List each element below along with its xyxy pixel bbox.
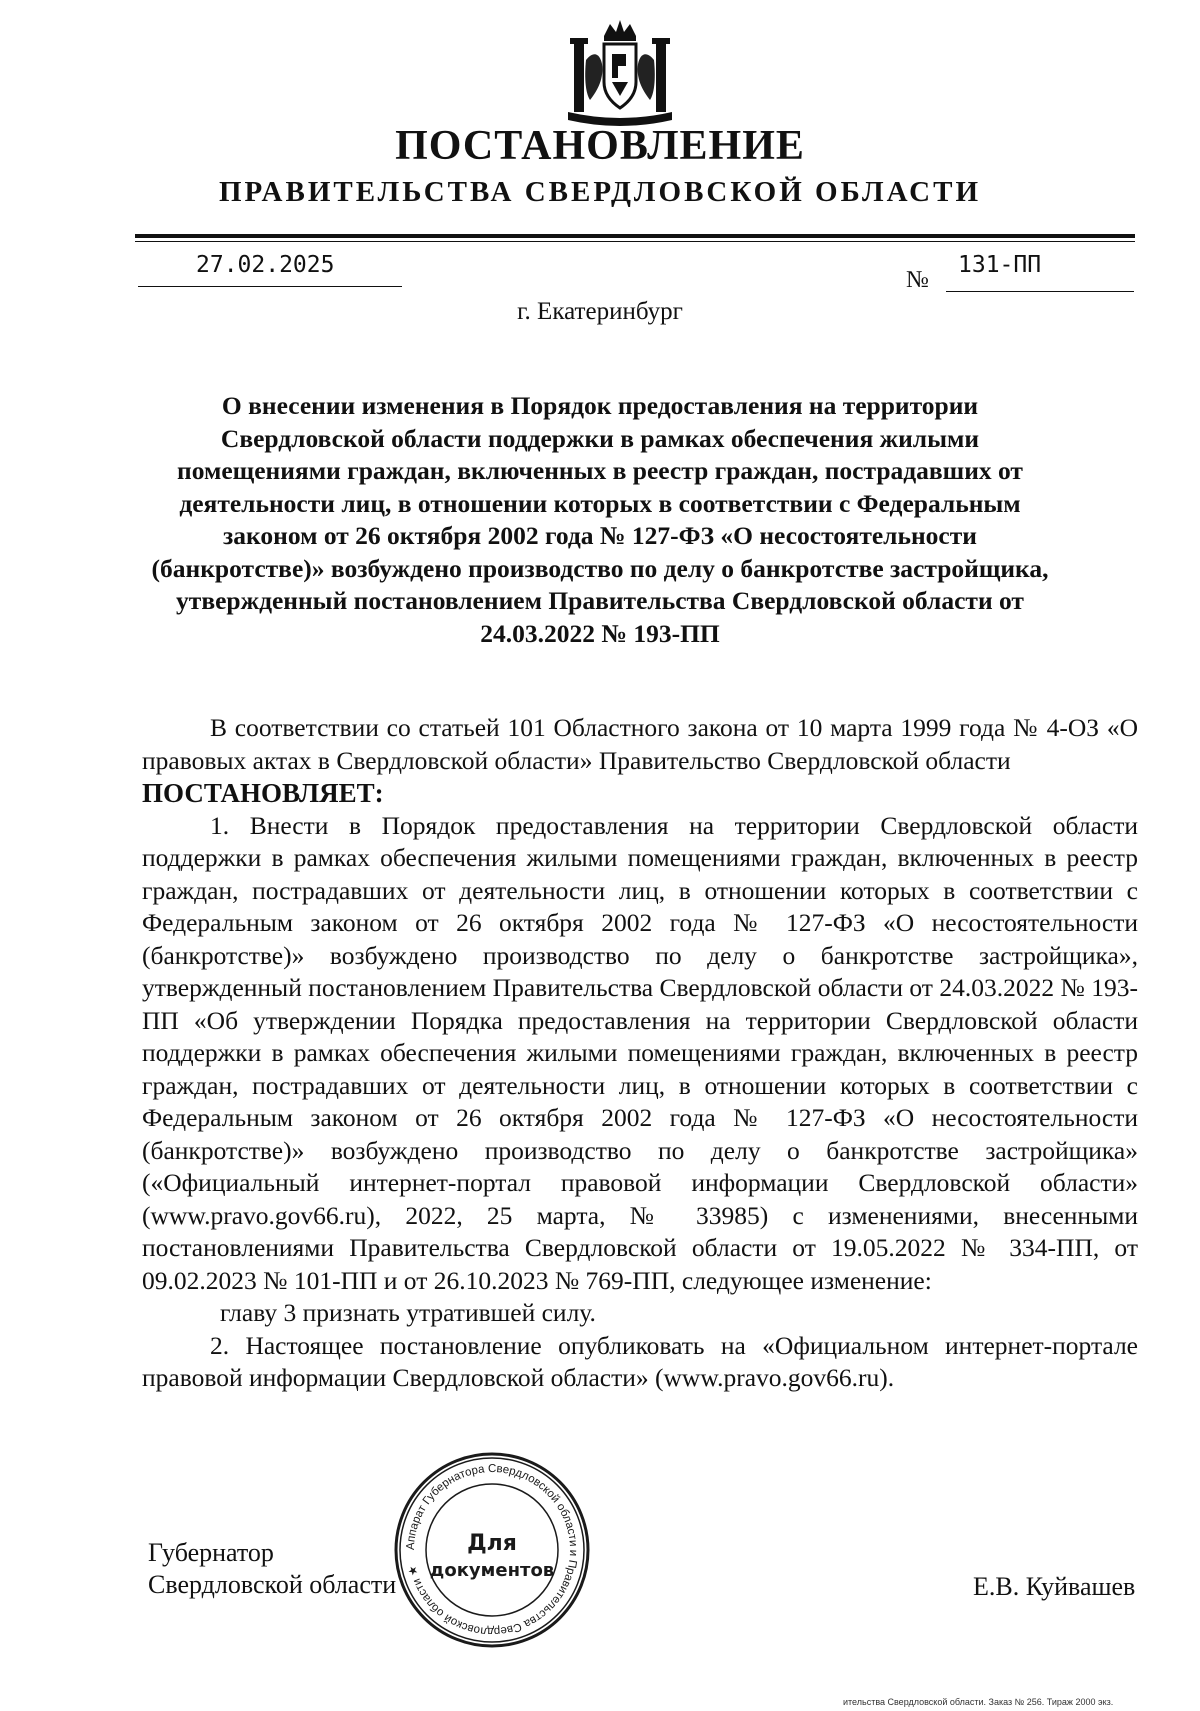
signatory-role-line-2: Свердловской области: [148, 1570, 397, 1599]
coat-of-arms-icon: [560, 20, 680, 128]
document-issuer: ПРАВИТЕЛЬСТВА СВЕРДЛОВСКОЙ ОБЛАСТИ: [218, 176, 982, 208]
document-number: 131-ПП: [958, 252, 1042, 278]
stamp-center-line-1: Для: [467, 1531, 517, 1556]
document-type: ПОСТАНОВЛЕНИЕ: [395, 123, 805, 169]
stamp-center-line-2: документов: [429, 1560, 555, 1581]
signatory-name: Е.В. Куйвашев: [973, 1572, 1136, 1601]
number-sign: №: [906, 267, 929, 293]
document-date: 27.02.2025: [196, 252, 335, 278]
stamp-ring-text: Аппарат Губернатора Свердловской области и Правительства Свердловской области ★: [404, 1462, 580, 1638]
footer-note: ительства Свердловской области. Заказ № 256. Тираж 2000 экз.: [843, 1697, 1114, 1707]
signatory-role-line-1: Губернатор: [148, 1538, 274, 1567]
official-stamp: [392, 1450, 592, 1650]
item-1-paragraph: 1. Внести в Порядок предоставления на территории Свердловской области поддержки в рамках обеспечения жилыми помещениями граждан, включенных в реестр граждан, пострадавших от деятельности лиц, в отношении которых в соответствии с Федеральным законом от 26 октября 2002 года № 127-ФЗ «О несостоятельности (банкротстве)» возбуждено производство по делу о банкротстве застройщика», утвержденный постановлением Правительства Свердловской области от 24.03.2022 № 193-ПП «Об утверждении Порядка предоставления на территории Свердловской области поддержки в рамках обеспечения жилыми помещениями граждан, включенных в реестр граждан, пострадавших от деятельности лиц, в отношении которых в соответствии с Федеральным законом от 26 октября 2002 года № 127-ФЗ «О несостоятельности (банкротстве)» возбуждено производство по делу о банкротстве застройщика» («Официальный интернет-портал правовой информации Свердловской области» (www.pravo.gov66.ru), 2022, 25 марта, № 33985) с изменениями, внесенными постановлениями Правительства Свердловской области от 19.05.2022 № 334-ПП, от 09.02.2023 № 101-ПП и от 26.10.2023 № 769-ПП, следующее изменение:: [142, 810, 1138, 1295]
resolves-heading: ПОСТАНОВЛЯЕТ:: [142, 778, 384, 808]
city: г. Екатеринбург: [517, 298, 683, 325]
document-body: [142, 712, 1138, 1395]
signatory-role: [148, 1537, 396, 1601]
document-title: О внесении изменения в Порядок предоставления на территории Свердловской области поддержки в рамках обеспечения жилыми помещениями граждан, включенных в реестр граждан, пострадавших от деятельности лиц, в отношении которых в соответствии с Федеральным законом от 26 октября 2002 года № 127-ФЗ «О несостоятельности (банкротстве)» возбуждено производство по делу о банкротстве застройщика, утвержденный постановлением Правительства Свердловской области от 24.03.2022 № 193-ПП: [151, 391, 1049, 648]
number-underline: [946, 291, 1134, 292]
header-divider-thin: [135, 241, 1135, 242]
header-divider-thick: [135, 234, 1135, 238]
item-2-paragraph: 2. Настоящее постановление опубликовать на «Официальном интернет-портале правовой информации Свердловской области» (www.pravo.gov66.ru).: [142, 1330, 1138, 1392]
preamble-paragraph: В соответствии со статьей 101 Областного закона от 10 марта 1999 года № 4-ОЗ «О правовых актах в Свердловской области» Правительство Свердловской области: [142, 713, 1138, 775]
date-underline: [138, 286, 402, 287]
item-1-sub-paragraph: главу 3 признать утратившей силу.: [220, 1298, 596, 1327]
